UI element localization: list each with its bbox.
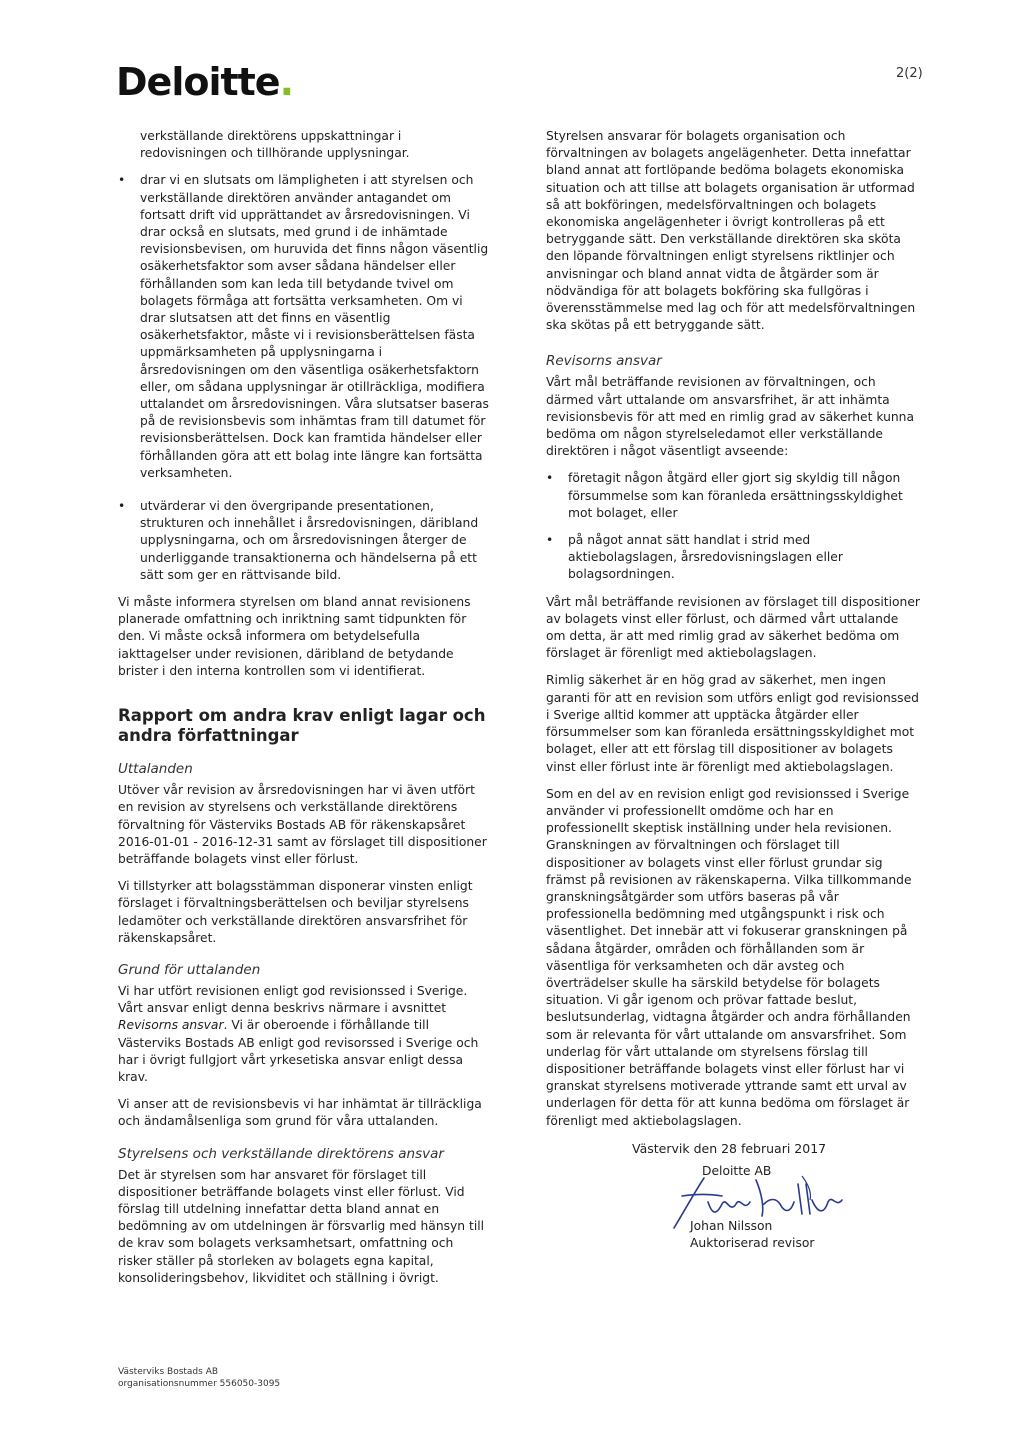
bullet-text: på något annat sätt handlat i strid med aktiebolagslagen, årsredovisningslagen eller bolagsordningen. [568,533,843,582]
list-item [118,172,490,482]
footer-company: Västerviks Bostads AB [118,1367,219,1377]
paragraph-professional: Som en del av en revision enligt god revisionssed i Sverige använder vi professionellt omdöme och har en professionellt skeptisk inställning under hela revisionen. Granskningen av förvaltningen och förslaget till dispositioner av bolagets vinst eller förlust grundar sig främst på revisionen av räkenskaperna. Vilka tillkommande granskningsåtgärder som utförs baseras på vår professionella bedömning med utgångspunkt i risk och väsentlighet. Det innebär att vi fokuserar granskningen på sådana åtgärder, områden och förhållanden som är väsentliga för verksamheten och där avsteg och överträdelser skulle ha särskild betydelse för bolagets situation. Vi går igenom och prövar fattade beslut, beslutsunderlag, vidtagna åtgärder och andra förhållanden som är relevanta för vårt uttalande om ansvarsfrihet. Som underlag för vårt uttalande om styrelsens förslag till dispositioner beträffande bolagets vinst eller förlust har vi granskat styrelsens motiverade yttrande samt ett urval av underlagen för detta för att kunna bedöma om förslaget är förenligt med aktiebolagslagen. [546,786,912,1128]
paragraph-reasonable: Rimlig säkerhet är en hög grad av säkerhet, men ingen garanti för att en revision som utförs enligt god revisionssed i Sverige alltid kommer att upptäcka åtgärder eller försummelser som kan föranleda ersättningsskyldighet mot bolaget, eller att ett förslag till dispositioner av bolagets vinst eller förlust inte är förenligt med aktiebolagslagen. [546,673,919,774]
paragraph-goal-2: Vårt mål beträffande revisionen av förslaget till dispositioner av bolagets vinst eller förlust, och därmed vårt uttalande om detta, är att med rimlig grad av säkerhet bedöma om förslaget är förenligt med aktiebolagslagen. [546,594,920,661]
section-heading: Rapport om andra krav enligt lagar och andra författningar [118,706,486,746]
bullet-text: drar vi en slutsats om lämpligheten i att styrelsen och verkställande direktören använder antagandet om fortsatt drift vid upprättandet av årsredovisningen. Vi drar också en slutsats, med grund i de inhämtade revisionsbevisen, om huruvida det finns någon väsentlig osäkerhetsfaktor som avser sådana händelser eller förhållanden som kan leda till betydande tvivel om bolagets förmåga att fortsätta verksamheten. Om vi drar slutsatsen att det finns en väsentlig osäkerhetsfaktor, måste vi i revisionsberättelsen fästa uppmärksamheten på upplysningarna i årsredovisningen om den väsentliga osäkerhetsfaktorn eller, om sådana upplysningar är otillräckliga, modifiera uttalandet om årsredovisningen. Våra slutsatser baseras på de revisionsbevis som inhämtas fram till datumet för revisionsberättelsen. Dock kan framtida händelser eller förhållanden göra att ett bolag inte längre kan fortsätta verksamheten. [140,173,489,480]
paragraph-basis-1: Vi har utfört revisionen enligt god revisionssed i Sverige. Vårt ansvar enligt denna beskrivs närmare i avsnittet Revisorns ansvar. Vi är oberoende i förhållande till Västerviks Bostads AB enligt god revisorssed i Sverige och har i övrigt fullgjort vårt yrkesetiska ansvar enligt dessa krav. [118,983,479,1084]
paragraph-basis-2: Vi anser att de revisionsbevis vi har inhämtat är tillräckliga och ändamålsenliga som grund för våra uttalanden. [118,1097,482,1129]
subheading-basis: Grund för uttalanden [118,961,261,978]
signer-name: Johan Nilsson [690,1219,773,1234]
bullet-icon: • [118,173,126,188]
left-column [118,128,490,1297]
right-column [546,128,920,1252]
bullet-icon: • [546,471,554,486]
deloitte-logo: Deloitte. [116,60,294,104]
bullet-icon: • [546,533,554,548]
paragraph-board-2: Styrelsen ansvarar för bolagets organisation och förvaltningen av bolagets angelägenheter. Detta innefattar bland annat att fortlöpande bedöma bolagets ekonomiska situation och att tillse att bolagets organisation är utformad så att bokföringen, medelsförvaltningen och bolagets ekonomiska angelägenheter i övrigt kontrolleras på ett betryggande sätt. Den verkställande direktören ska sköta den löpande förvaltningen enligt styrelsens riktlinjer och anvisningar och bland annat vidta de åtgärder som är nödvändiga för att bolagets bokföring ska fullgöras i överensstämmelse med lag och för att medelsförvaltningen ska skötas på ett betryggande sätt. [546,129,916,333]
bullet-text: företagit någon åtgärd eller gjort sig skyldig till någon försummelse som kan föranleda ersättningsskyldighet mot bolaget, eller [568,471,903,520]
subheading-auditor: Revisorns ansvar [546,353,662,370]
intro-paragraph: verkställande direktörens uppskattningar i redovisningen och tillhörande upplysningar. [140,129,410,161]
paragraph-board: Det är styrelsen som har ansvaret för förslaget till dispositioner beträffande bolagets vinst eller förlust. Vid förslag till utdelning innefattar detta bland annat en bedömning av om utdelningen är försvarlig med hänsyn till de krav som bolagets verksamhetsart, omfattning och risker ställer på storleken av bolagets egna kapital, konsolideringsbehov, likviditet och ställning i övrigt. [118,1167,485,1285]
list-item [118,498,490,584]
paragraph-inform: Vi måste informera styrelsen om bland annat revisionens planerade omfattning och inriktning samt tidpunkten för den. Vi måste också informera om betydelsefulla iakttagelser under revisionen, däribland de betydande brister i den interna kontrollen som vi identifierat. [118,595,471,678]
paragraph-statements-1: Utöver vår revision av årsredovisningen har vi även utfört en revision av styrelsens och verkställande direktörens förvaltning för Västerviks Bostads AB för räkenskapsåret 2016-01-01 - 2016-12-31 samt av förslaget till dispositioner beträffande bolagets vinst eller förlust. [118,783,487,866]
paragraph-goal: Vårt mål beträffande revisionen av förvaltningen, och därmed vårt uttalande om ansvarsfrihet, är att inhämta revisionsbevis för att med en rimlig grad av säkerhet kunna bedöma om någon styrelseledamot eller verkställande direktören i något väsentligt avseende: [546,375,915,459]
page-number: 2(2) [896,66,923,81]
list-item [546,532,920,584]
bullet-icon: • [118,499,126,514]
subheading-board: Styrelsens och verkställande direktörens ansvar [118,1145,444,1162]
page-footer [118,1366,280,1390]
signature-company: Deloitte AB [702,1163,772,1178]
bullet-text: utvärderar vi den övergripande presentationen, strukturen och innehållet i årsredovisningen, däribland upplysningarna, och om årsredovisningen återger de underliggande transaktionerna och händelserna på ett sätt som ger en rättvisande bild. [140,499,479,582]
signature-block [546,1140,920,1252]
subheading-statements: Uttalanden [118,761,193,778]
paragraph-statements-2: Vi tillstyrker att bolagsstämman disponerar vinsten enligt förslaget i förvaltningsberättelsen och beviljar styrelsens ledamöter och verkställande direktören ansvarsfrihet för räkenskapsåret. [118,879,473,945]
signer-title: Auktoriserad revisor [690,1236,815,1251]
footer-org-number: organisationsnummer 556050-3095 [118,1379,281,1389]
list-item [546,470,920,522]
signature-date: Västervik den 28 februari 2017 [632,1140,827,1156]
